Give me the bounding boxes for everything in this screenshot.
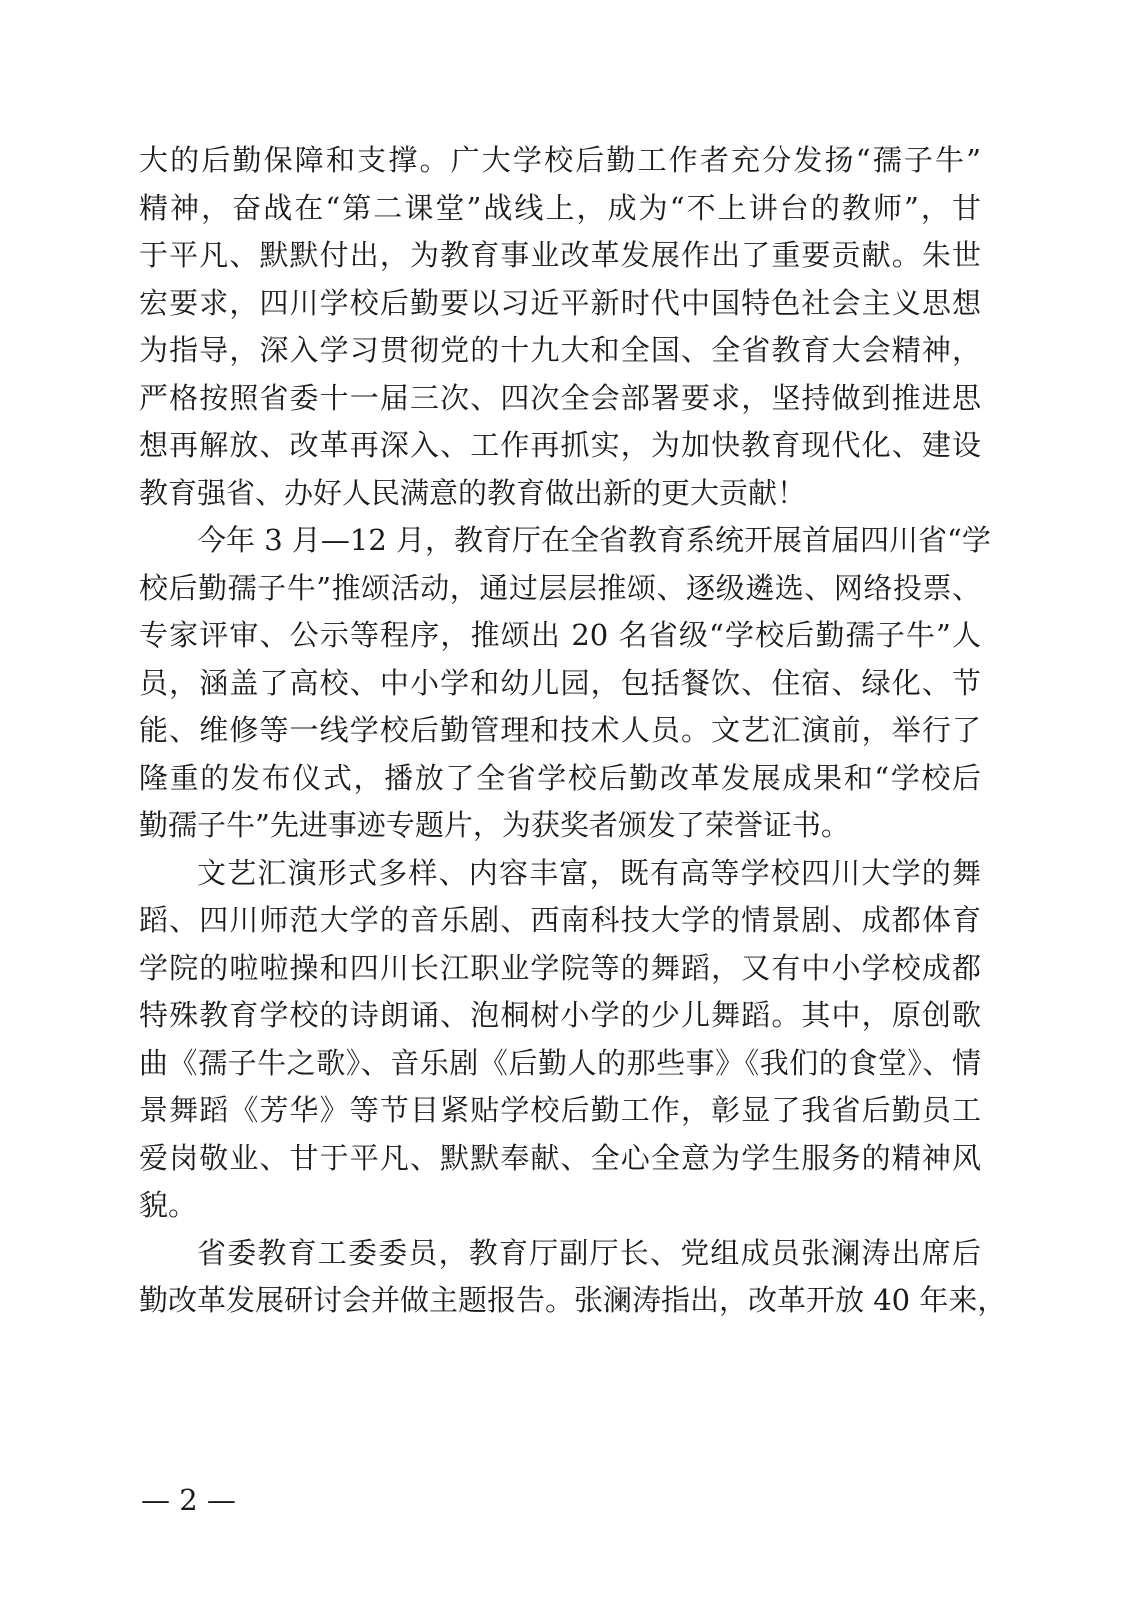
text-line: 于平凡、默默付出，为教育事业改革发展作出了重要贡献。朱世 xyxy=(139,238,981,272)
text-line: 精神，奋战在“第二课堂”战线上，成为“不上讲台的教师”，甘 xyxy=(139,190,981,225)
text-line: 学院的啦啦操和四川长江职业学院等的舞蹈，又有中小学校成都 xyxy=(139,950,981,985)
text-line: 特殊教育学校的诗朗诵、泡桐树小学的少儿舞蹈。其中，原创歌 xyxy=(139,998,981,1032)
text-line: 景舞蹈《芳华》等节目紧贴学校后勤工作，彰显了我省后勤员工 xyxy=(139,1093,981,1127)
text-line: 专家评审、公示等程序，推颂出 20 名省级“学校后勤孺子牛”人 xyxy=(139,618,981,652)
text-line: 貌。 xyxy=(139,1188,198,1222)
page-number: — 2 — xyxy=(141,1483,236,1517)
text-line: 宏要求，四川学校后勤要以习近平新时代中国特色社会主义思想 xyxy=(139,285,981,320)
text-line: 蹈、四川师范大学的音乐剧、西南科技大学的情景剧、成都体育 xyxy=(139,903,981,937)
text-line: 爱岗敬业、甘于平凡、默默奉献、全心全意为学生服务的精神风 xyxy=(139,1140,981,1175)
text-line: 文艺汇演形式多样、内容丰富，既有高等学校四川大学的舞 xyxy=(197,855,981,890)
text-line: 隆重的发布仪式，播放了全省学校后勤改革发展成果和“学校后 xyxy=(139,760,981,795)
document-body xyxy=(139,137,1007,1325)
text-line: 教育强省、办好人民满意的教育做出新的更大贡献！ xyxy=(139,475,807,510)
text-line: 能、维修等一线学校后勤管理和技术人员。文艺汇演前，举行了 xyxy=(139,713,981,747)
text-line: 大的后勤保障和支撑。广大学校后勤工作者充分发扬“孺子牛” xyxy=(139,143,981,177)
text-line: 想再解放、改革再深入、工作再抓实，为加快教育现代化、建设 xyxy=(139,428,981,462)
text-line: 勤改革发展研讨会并做主题报告。张澜涛指出，改革开放 40 年来， xyxy=(139,1283,1007,1317)
text-line: 严格按照省委十一届三次、四次全会部署要求，坚持做到推进思 xyxy=(139,380,981,415)
text-line: 省委教育工委委员，教育厅副厅长、党组成员张澜涛出席后 xyxy=(197,1235,981,1270)
text-line: 勤孺子牛”先进事迹专题片，为获奖者颁发了荣誉证书。 xyxy=(139,808,850,842)
text-line: 为指导，深入学习贯彻党的十九大和全国、全省教育大会精神， xyxy=(139,333,981,367)
text-line: 曲《孺子牛之歌》、音乐剧《后勤人的那些事》《我们的食堂》、情 xyxy=(139,1045,981,1080)
text-line: 校后勤孺子牛”推颂活动，通过层层推颂、逐级遴选、网络投票、 xyxy=(139,570,981,605)
text-line: 今年 3 月—12 月，教育厅在全省教育系统开展首届四川省“学 xyxy=(197,523,991,557)
text-line: 员，涵盖了高校、中小学和幼儿园，包括餐饮、住宿、绿化、节 xyxy=(139,665,981,700)
